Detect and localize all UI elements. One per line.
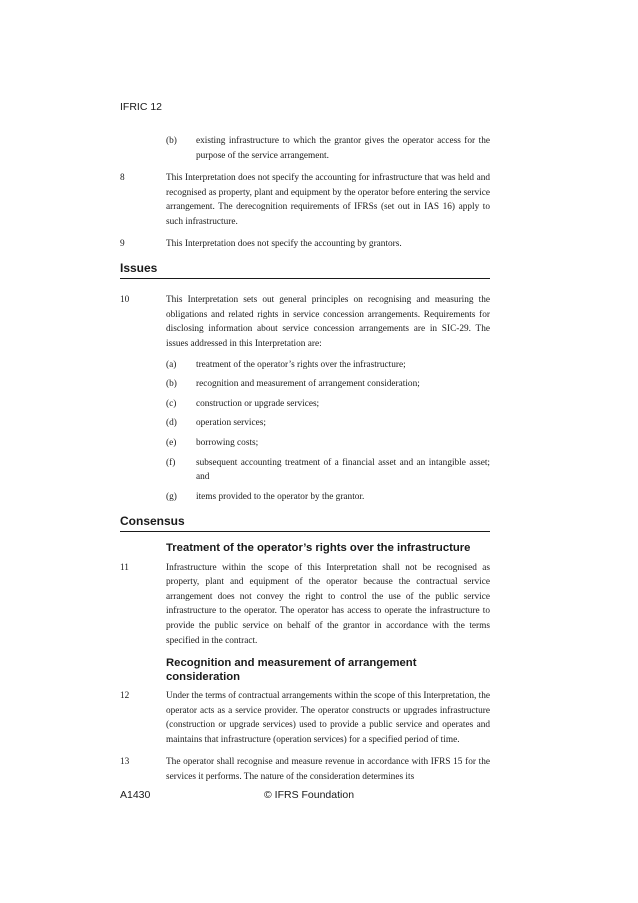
list-item bbox=[120, 416, 490, 431]
page-reference: A1430 bbox=[120, 789, 151, 801]
paragraph-13 bbox=[120, 755, 490, 784]
item-text: subsequent accounting treatment of a financial asset and an intangible asset; and bbox=[196, 457, 490, 483]
paragraph-number: 9 bbox=[120, 238, 125, 249]
item-label: (c) bbox=[166, 398, 177, 409]
subheading-operator-rights: Treatment of the operator’s rights over the infrastructure bbox=[166, 542, 471, 555]
paragraph-9 bbox=[120, 237, 490, 252]
paragraph-11 bbox=[120, 561, 490, 649]
item-text: construction or upgrade services; bbox=[196, 398, 320, 409]
paragraph-text: The operator shall recognise and measure revenue in accordance with IFRS 15 for the services it performs. The nature of the consideration determines its bbox=[166, 757, 490, 783]
list-item bbox=[120, 456, 490, 485]
paragraph-8 bbox=[120, 171, 490, 229]
paragraph-number: 12 bbox=[120, 691, 130, 702]
item-label: (a) bbox=[166, 359, 177, 370]
paragraph-text: This Interpretation does not specify the accounting for infrastructure that was held and recognised as property, plant and equipment by the operator before entering the service arrangement. The derecognition requirements of IFRSs (set out in IAS 16) apply to such infrastructure. bbox=[166, 173, 490, 227]
paragraph-12 bbox=[120, 689, 490, 747]
paragraph-text: This Interpretation sets out general principles on recognising and measuring the obligations and related rights in service concession arrangements. Requirements for disclosing information about service concession arrangements are in SIC-29. The issues addressed in this Interpretation are: bbox=[166, 295, 490, 349]
item-label: (b) bbox=[166, 379, 177, 390]
list-item bbox=[120, 397, 490, 412]
list-item bbox=[120, 358, 490, 373]
running-head: IFRIC 12 bbox=[120, 101, 163, 113]
item-text: treatment of the operator’s rights over the infrastructure; bbox=[196, 359, 406, 370]
item-text: items provided to the operator by the grantor. bbox=[196, 491, 365, 502]
list-item bbox=[120, 377, 490, 392]
item-label: (g) bbox=[166, 491, 177, 502]
list-item bbox=[120, 490, 490, 505]
item-text: existing infrastructure to which the grantor gives the operator access for the purpose of the service arrangement. bbox=[196, 136, 490, 161]
item-label: (b) bbox=[166, 136, 177, 146]
paragraph-number: 11 bbox=[120, 562, 129, 573]
paragraph-number: 10 bbox=[120, 295, 130, 306]
paragraph-text: Infrastructure within the scope of this Interpretation shall not be recognised as property, plant and equipment of the operator because the contractual service arrangement does not convey the right to control the use of the public service infrastructure to the operator. The operator has access to operate the infrastructure to provide the public service on behalf of the grantor in accordance with the terms specified in the contract. bbox=[166, 562, 490, 646]
section-heading-issues: Issues bbox=[120, 261, 490, 279]
paragraph-text: Under the terms of contractual arrangements within the scope of this Interpretation, the operator acts as a service provider. The operator constructs or upgrades infrastructure (construction or upgrade services) used to provide a public service and operates and maintains that infrastructure (operation services) for a specified period of time. bbox=[166, 691, 490, 745]
page-content bbox=[120, 134, 490, 785]
list-item bbox=[120, 436, 490, 451]
subheading-recognition-measurement: Recognition and measurement of arrangement consideration bbox=[166, 657, 417, 683]
list-item bbox=[120, 134, 490, 163]
item-label: (d) bbox=[166, 418, 177, 429]
section-heading-consensus: Consensus bbox=[120, 514, 490, 532]
copyright-notice: © IFRS Foundation bbox=[264, 789, 355, 801]
paragraph-text: This Interpretation does not specify the accounting by grantors. bbox=[166, 238, 402, 249]
item-label: (f) bbox=[166, 457, 176, 468]
item-text: operation services; bbox=[196, 418, 266, 429]
item-text: recognition and measurement of arrangement consideration; bbox=[196, 379, 420, 390]
item-label: (e) bbox=[166, 437, 177, 448]
paragraph-10 bbox=[120, 293, 490, 351]
paragraph-number: 8 bbox=[120, 173, 125, 184]
item-text: borrowing costs; bbox=[196, 437, 259, 448]
paragraph-number: 13 bbox=[120, 757, 130, 768]
